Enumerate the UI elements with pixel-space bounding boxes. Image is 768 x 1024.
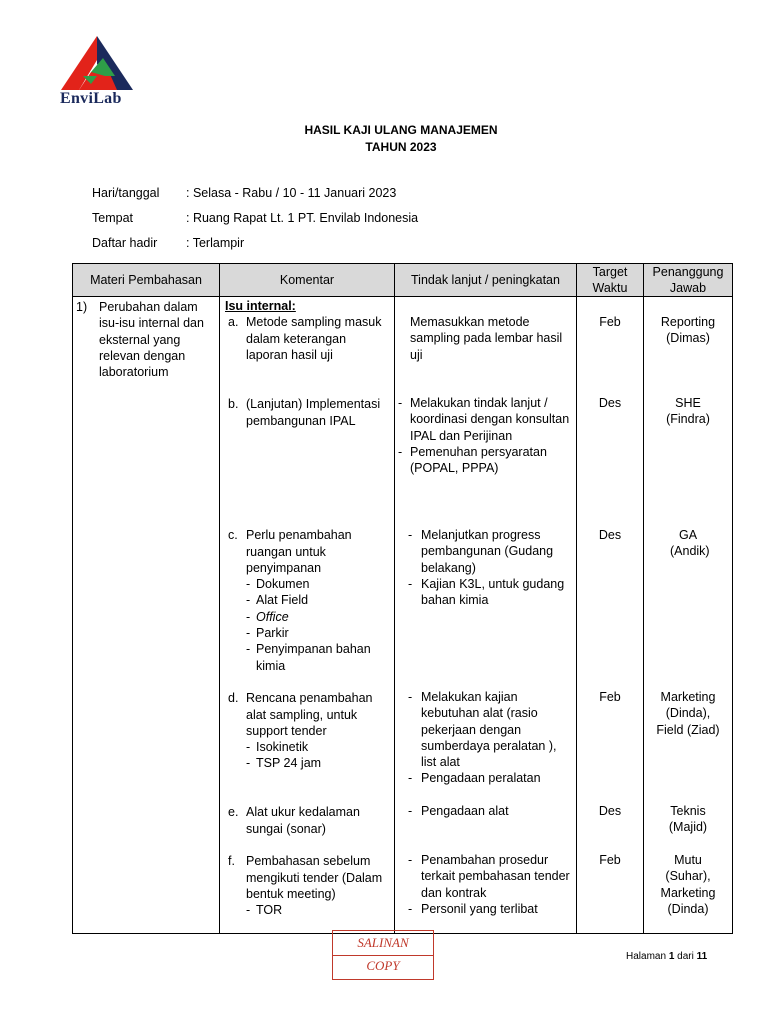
target-value: Feb xyxy=(599,853,621,867)
target-value: Feb xyxy=(599,690,621,704)
action-block-e xyxy=(395,803,576,819)
item-letter: a. xyxy=(228,315,239,330)
sub-item: - TSP 24 jam xyxy=(246,755,390,771)
action-item: - Pengadaan peralatan xyxy=(395,770,576,786)
target-value: Feb xyxy=(599,315,621,329)
komentar-cell xyxy=(220,297,395,934)
footer-prefix: Halaman xyxy=(626,951,667,962)
meta-label-place: Tempat xyxy=(92,211,133,225)
action-item: - Melakukan tindak lanjut / koordinasi dengan konsultan IPAL dan Perijinan xyxy=(395,395,576,444)
item-text: Rencana penambahan alat sampling, untuk support tender xyxy=(246,691,373,738)
action-block-b xyxy=(395,395,576,476)
action-item: Memasukkan metode sampling pada lembar hasil uji xyxy=(410,315,563,362)
meta-label-attendance: Daftar hadir xyxy=(92,236,158,250)
pj-value: Marketing (Dinda), Field (Ziad) xyxy=(656,690,720,737)
item-letter: b. xyxy=(228,397,239,412)
stamp-line-1: SALINAN xyxy=(357,935,409,950)
action-block-d xyxy=(395,689,576,787)
action-block-a xyxy=(395,314,576,363)
meta-label-date: Hari/tanggal xyxy=(92,186,160,200)
pj-value: SHE (Findra) xyxy=(666,396,710,427)
stamp-line-2: COPY xyxy=(366,958,400,973)
item-text: Metode sampling masuk dalam keterangan laporan hasil uji xyxy=(246,315,382,362)
target-value: Des xyxy=(598,396,622,410)
materi-cell xyxy=(73,297,220,934)
komentar-item-c xyxy=(220,527,394,674)
pj-value: GA (Andik) xyxy=(670,528,710,559)
action-item: - Penambahan prosedur terkait pembahasan tender dan kontrak xyxy=(395,852,576,901)
target-value: Des xyxy=(598,528,622,542)
sub-item: - Alat Field xyxy=(246,592,390,608)
sub-item: - Isokinetik xyxy=(246,739,390,755)
item-letter: e. xyxy=(228,805,239,820)
item-letter: c. xyxy=(228,528,238,543)
table-row xyxy=(73,297,733,934)
copy-stamp xyxy=(332,930,434,980)
komentar-heading: Isu internal: xyxy=(225,299,296,313)
action-item: - Melanjutkan progress pembangunan (Gudang belakang) xyxy=(395,527,576,576)
komentar-item-d xyxy=(220,690,394,771)
logo-text: EnviLab xyxy=(60,90,122,107)
footer-mid: dari xyxy=(677,951,694,962)
action-item: - Melakukan kajian kebutuhan alat (rasio pekerjaan dengan sumberdaya peralatan ), list alat xyxy=(395,689,576,770)
envilab-logo xyxy=(58,36,138,112)
item-text: Pembahasan sebelum mengikuti tender (Dalam bentuk meeting) xyxy=(246,854,383,901)
action-item: - Kajian K3L, untuk gudang bahan kimia xyxy=(395,576,576,609)
header-materi: Materi Pembahasan xyxy=(73,264,220,297)
pj-value: Mutu (Suhar), Marketing (Dinda) xyxy=(660,853,716,916)
komentar-item-b xyxy=(220,396,394,429)
logo-triangle-icon xyxy=(61,36,133,90)
meta-value-attendance: : Terlampir xyxy=(186,236,245,250)
action-block-c xyxy=(395,527,576,608)
target-cell xyxy=(577,297,644,934)
action-block-f xyxy=(395,852,576,917)
review-table xyxy=(72,263,733,934)
item-letter: d. xyxy=(228,691,239,706)
document-title: HASIL KAJI ULANG MANAJEMEN xyxy=(304,123,498,137)
header-tindak: Tindak lanjut / peningkatan xyxy=(395,264,577,297)
target-value: Des xyxy=(598,804,622,818)
page-number xyxy=(626,951,707,962)
document-year: TAHUN 2023 xyxy=(365,140,437,154)
item-text: Alat ukur kedalaman sungai (sonar) xyxy=(246,805,360,836)
sub-item: - Penyimpanan bahan kimia xyxy=(246,641,390,674)
table-header-row xyxy=(73,264,733,297)
action-item: - Personil yang terlibat xyxy=(395,901,576,917)
sub-item: - Dokumen xyxy=(246,576,390,592)
meta-value-date: : Selasa - Rabu / 10 - 11 Januari 2023 xyxy=(186,186,397,200)
komentar-item-f xyxy=(220,853,394,918)
pj-value: Teknis (Majid) xyxy=(668,804,708,835)
topic xyxy=(73,297,219,380)
header-komentar: Komentar xyxy=(220,264,395,297)
meta-value-place: : Ruang Rapat Lt. 1 PT. Envilab Indonesia xyxy=(186,211,419,225)
topic-text: Perubahan dalam isu-isu internal dan eksternal yang relevan dengan laboratorium xyxy=(99,300,204,380)
sub-item: - Parkir xyxy=(246,625,390,641)
pj-value: Reporting (Dimas) xyxy=(660,315,716,346)
komentar-item-e xyxy=(220,804,394,837)
header-target: Target Waktu xyxy=(577,264,644,297)
footer-page: 1 xyxy=(668,951,675,962)
topic-number: 1) xyxy=(76,300,88,314)
action-item: - Pengadaan alat xyxy=(395,803,576,819)
komentar-item-a xyxy=(220,314,394,363)
sub-item: - TOR xyxy=(246,902,390,918)
item-text: (Lanjutan) Implementasi pembangunan IPAL xyxy=(246,397,381,428)
action-item: - Pemenuhan persyaratan (POPAL, PPPA) xyxy=(395,444,576,477)
sub-item: - Office xyxy=(246,609,390,625)
pj-cell xyxy=(644,297,733,934)
item-text: Perlu penambahan ruangan untuk penyimpanan xyxy=(246,528,352,575)
item-letter: f. xyxy=(228,854,235,869)
footer-total: 11 xyxy=(696,951,708,962)
tindak-cell xyxy=(395,297,577,934)
header-pj: Penanggung Jawab xyxy=(644,264,733,297)
